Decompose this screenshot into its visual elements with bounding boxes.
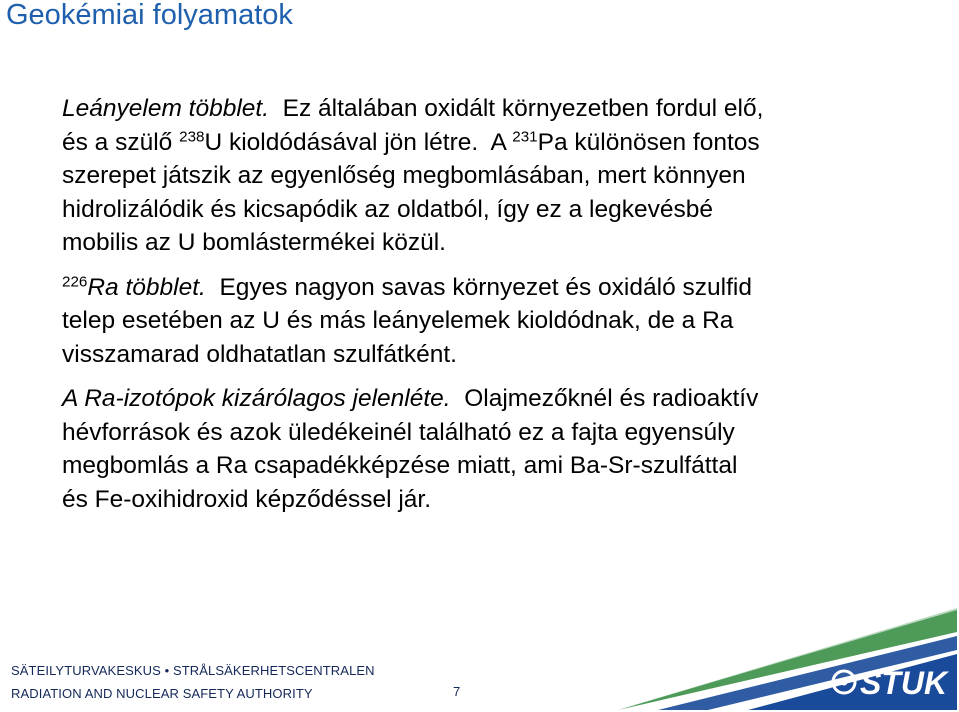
- footer-org-english: RADIATION AND NUCLEAR SAFETY AUTHORITY: [11, 686, 313, 701]
- paragraph-text: hidrolizálódik és kicsapódik az oldatból, így ez a legkevésbé: [62, 195, 713, 223]
- paragraph-text: Egyes nagyon savas környezet és oxidáló szulfid: [205, 273, 752, 301]
- paragraph-lead: Leányelem többlet.: [62, 95, 270, 122]
- slide-body: [62, 92, 942, 516]
- paragraph-text: és a szülő: [62, 128, 180, 156]
- paragraph-lead: A Ra-izotópok kizárólagos jelenléte.: [62, 385, 451, 412]
- paragraph-leanyelem: [62, 92, 942, 260]
- isotope-mass: 231: [512, 128, 538, 146]
- paragraph-ra-izotopok: [62, 382, 942, 516]
- paragraph-text: hévforrások és azok üledékeinél található ez a fajta egyensúly: [62, 418, 735, 446]
- paragraph-text: megbomlás a Ra csapadékképzése miatt, ami Ba-Sr-szulfáttal: [62, 452, 738, 479]
- isotope-mass: 238: [179, 128, 205, 146]
- paragraph-text: visszamarad oldhatatlan szulfátként.: [62, 340, 457, 368]
- stuk-logo-text: STUK: [860, 665, 948, 701]
- paragraph-ra-tobblet: [62, 271, 942, 372]
- paragraph-text: telep esetében az U és más leányelemek kioldódnak, de a Ra: [62, 307, 734, 334]
- isotope-mass: 226: [62, 273, 88, 291]
- page-title: Geokémiai folyamatok: [6, 0, 293, 31]
- paragraph-text: mobilis az U bomlástermékei közül.: [62, 229, 446, 256]
- paragraph-text: Ez általában oxidált környezetben fordul elő,: [269, 95, 764, 122]
- page-number: 7: [453, 684, 461, 699]
- paragraph-text: szerepet játszik az egyenlőség megbomlásában, mert könnyen: [62, 162, 746, 189]
- paragraph-text: Olajmezőknél és radioaktív: [450, 385, 759, 412]
- footer-org-names: SÄTEILYTURVAKESKUS • STRÅLSÄKERHETSCENTRALEN: [11, 663, 375, 678]
- paragraph-lead: Ra többlet.: [87, 273, 206, 301]
- paragraph-text: U kioldódásával jön létre. A: [204, 128, 513, 156]
- paragraph-text: Pa különösen fontos: [537, 128, 760, 156]
- paragraph-text: és Fe-oxihidroxid képződéssel jár.: [62, 485, 432, 513]
- stuk-logo: [618, 598, 957, 710]
